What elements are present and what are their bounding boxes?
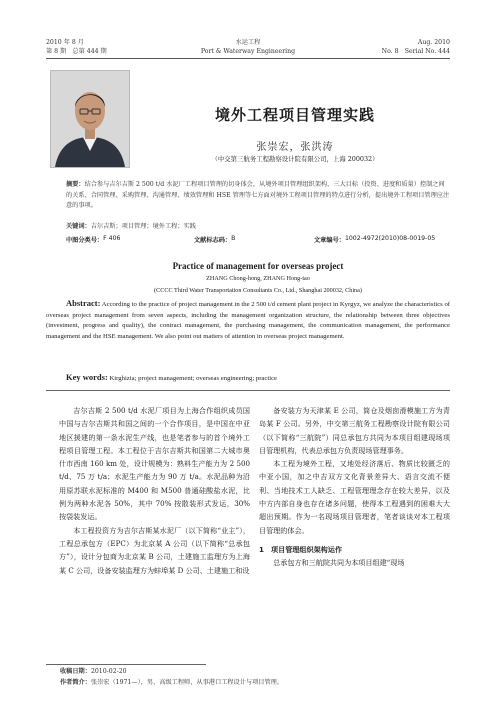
abstract-divider bbox=[46, 390, 450, 391]
header-date-en: Aug. 2010 bbox=[417, 39, 450, 46]
affiliation-cn: （中交第三航务工程勘察设计院有限公司，上海 200032） bbox=[211, 155, 379, 163]
keywords-text-cn: 吉尔吉斯；项目管理；境外工程；实践 bbox=[90, 223, 196, 230]
footnote-rule bbox=[46, 664, 206, 665]
clc-value: F 406 bbox=[103, 235, 121, 242]
body-paragraph: 本工程投资方为吉尔吉斯某水泥厂（以下简称“业主”），工程总承包方（EPC）为北京某 A 公司（以下简称“总承包方”），设计分包商为北京某 B 公司，土建施工监理方为上海某 C 公司，设备安装监理方为蚌埠某 D 公司、土建施工和设 bbox=[59, 525, 250, 575]
body-paragraph: 吉尔吉斯 2 500 t/d 水泥厂项目为上海合作组织成员国中国与吉尔吉斯共和国之间的一个合作项目，是中国在中亚地区援建的第一条水泥生产线，也是笔者参与的首个境外工程项目管理工程。本工程位于吉尔吉斯共和国第二大城市奥什市西南 160 km 处，设计规模为：熟料生产能力为 2 500 t/d、75 万 t/a；水泥生产能力为 90 万 t/a。水泥品种为沿用原苏联水泥标准的 M400 和 M500 普通硅酸盐水泥，比例为两种水泥各 50%，其中 70% 按散装形式发运，30% 按袋装发运。 bbox=[59, 406, 250, 522]
received-label: 收稿日期： bbox=[60, 668, 91, 675]
footnote-received bbox=[60, 667, 127, 677]
author-photo bbox=[50, 70, 130, 168]
article-title-cn: 境外工程项目管理实践 bbox=[214, 106, 375, 124]
abstract-label-en: Abstract: bbox=[66, 298, 101, 308]
keywords-label-en: Key words: bbox=[66, 372, 108, 382]
clc-label: 中图分类号： bbox=[66, 237, 104, 244]
section-heading: 1 项目管理组织架构运作 bbox=[259, 544, 342, 554]
article-no-value: 1002-4972(2010)08-0019-05 bbox=[344, 235, 436, 242]
abstract-cn bbox=[66, 180, 450, 212]
keywords-cn bbox=[66, 222, 450, 233]
journal-name-cn: 水运工程 bbox=[235, 39, 261, 46]
affiliation-en: (CCCC Third Water Transportation Consultants Co., Ltd., Shanghai 200032, China) bbox=[154, 287, 362, 294]
header-issue-en: No. 8 Serial No. 444 bbox=[381, 48, 450, 55]
abstract-text-cn: 结合参与吉尔吉斯 2 500 t/d 水泥厂工程项目管理的切身体会，从境外项目管理组织架构、三大目标（投资、进度和质量）控制之间的关系、合同管理、采购管理、沟通管理、绩效管理和 HSE 管理等七方面对境外工程项目管理的特点进行分析，提出境外工程项目管理应注意的事项。 bbox=[66, 181, 450, 209]
abstract-en bbox=[46, 298, 450, 342]
clc-number bbox=[66, 235, 121, 244]
body-paragraph: 本工程为境外工程，又地处经济落后、物质比较匮乏的中亚小国，加之中吉双方文化背景差异大、语言交流不便利、当地技术工人缺乏、工程管理理念存在较大差异，以及中方内部自身也存在诸多问题，使得本工程遇到的困难大大超出预期。作为一名现场项目管理者，笔者谈谈对本工程项目管理的体会。 bbox=[259, 459, 450, 535]
authors-cn: 张崇宏，张洪涛 bbox=[256, 142, 334, 153]
article-no-label: 文章编号： bbox=[314, 237, 345, 244]
received-value: 2010-02-20 bbox=[90, 668, 127, 675]
authors-en: ZHANG Chong-hong, ZHANG Hong-tao bbox=[206, 275, 310, 282]
abstract-text-en: According to the practice of project management in the 2 500 t/d cement plant project in Kyrgyz, we analyze the characteristics of overseas project management from seven aspects, including the management organization structure, the relationship between three objectives (investment, progress and quality), the contract management, the purchasing management, the communication management, the performance management and the HSE management. We also point out matters of attention in overseas project management. bbox=[46, 301, 451, 340]
footnote-author bbox=[60, 678, 283, 688]
author-bio-label: 作者简介： bbox=[60, 679, 91, 686]
keywords-en bbox=[66, 372, 450, 382]
keywords-label-cn: 关键词： bbox=[66, 223, 91, 230]
journal-name-en: Port & Waterway Engineering bbox=[200, 48, 296, 55]
keywords-text-en: Kirghizia; project management; overseas engineering; practice bbox=[109, 375, 278, 382]
header-issue: 第 8 期 总第 444 期 bbox=[46, 48, 107, 55]
body-paragraph: 总承包方和三航院共同为本项目组建“现场 bbox=[273, 558, 405, 568]
body-paragraph: 备安装方为天津某 E 公司，筒仓及烟囱滑模施工方为青岛某 F 公司。另外，中交第三航务工程勘察设计院有限公司（以下简称“三航院”）同总承包方共同为本项目组建现场项目管理机构，代表总承包方负责现场管理事务。 bbox=[259, 406, 450, 455]
body-column-left bbox=[59, 404, 250, 577]
article-title-en: Practice of management for overseas project bbox=[172, 261, 344, 271]
doc-code-label: 文献标志码： bbox=[194, 237, 232, 244]
author-bio-value: 张崇宏（1971—），男，高级工程师，从事港口工程设计与项目管理。 bbox=[90, 679, 284, 686]
article-number bbox=[314, 235, 436, 244]
header-rule bbox=[46, 58, 450, 59]
doc-code-value: B bbox=[231, 235, 236, 242]
abstract-label-cn: 摘要： bbox=[66, 181, 85, 188]
header-date: 2010 年 8 月 bbox=[46, 39, 84, 46]
document-code bbox=[194, 235, 236, 244]
author-portrait-icon bbox=[51, 71, 129, 167]
header-right bbox=[382, 38, 450, 56]
body-column-right bbox=[259, 404, 450, 570]
